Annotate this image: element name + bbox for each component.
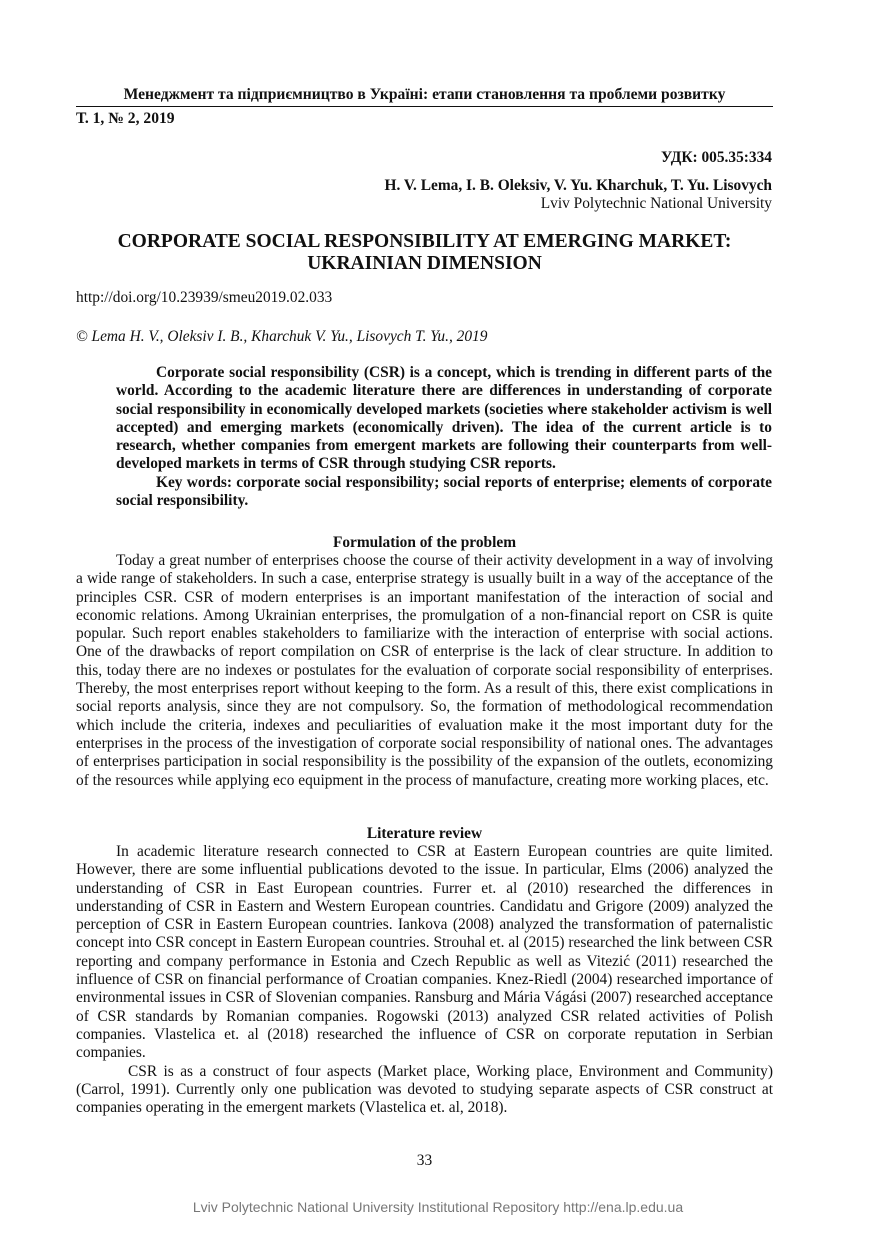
paragraph: Today a great number of enterprises choose the course of their activity development in a way of involving a wide range of stakeholders. In such a case, enterprise strategy is usually built in a way of the acceptance of the principles CSR. CSR of modern enterprises is an important manifestation of the interaction of social and economic relations. Among Ukrainian enterprises, the promulgation of a non-financial report on CSR is quite popular. Such report enables stakeholders to familiarize with the interaction of enterprise with social actions. One of the drawbacks of report compilation on CSR of enterprise is the lack of clear structure. In addition to this, today there are no indexes or postulates for the evaluation of corporate social responsibility of enterprises. Thereby, the most enterprises report without keeping to the form. As a result of this, there exist complications in social reports analysis, since they are not compulsory. So, the formation of methodological recommendation which include the criteria, indexes and peculiarities of evaluation make it the most important duty for the enterprises in the process of the investigation of corporate social responsibility of national ones. The advantages of enterprises participation in social responsibility is the possibility of the expansion of the outlets, economizing of the resources while applying eco equipment in the process of manufacture, creating more working places, etc. [76, 552, 773, 789]
doi-link[interactable]: http://doi.org/10.23939/smeu2019.02.033 [76, 289, 333, 306]
paragraph: CSR is as a construct of four aspects (Market place, Working place, Environment and Community) (Carrol, 1991). Currently only one publication was devoted to studying separate aspects of CSR construct at companies operating in the emergent markets (Vlastelica et. al, 2018). [76, 1062, 773, 1117]
page-number: 33 [416, 1152, 433, 1169]
section-heading: Formulation of the problem [332, 534, 517, 551]
paragraph: In academic literature research connected to CSR at Eastern European countries are quite limited. However, there are some influential publications devoted to the issue. In particular, Elms (2006) analyzed the understanding of CSR in East European countries. Furrer et. al (2010) researched the differences in understanding of CSR in Eastern and Western European countries. Candidatu and Grigore (2009) analyzed the perception of CSR in Eastern European countries. Iankova (2008) analyzed the transformation of paternalistic concept into CSR concept in Eastern European countries. Strouhal et. al (2015) researched the link between CSR reporting and company performance in Estonia and Czech Republic as well as Vitezić (2011) researched the influence of CSR on financial performance of Croatian companies. Knez-Riedl (2004) researched importance of environmental issues in CSR of Slovenian companies. Ransburg and Mária Vágási (2007) researched acceptance of CSR standards by Romanian companies. Rogowski (2013) analyzed CSR related activities of Polish companies. Vlastelica et. al (2018) researched the influence of CSR on corporate reputation in Serbian companies. [76, 843, 773, 1062]
journal-title: Менеджмент та підприємництво в Україні: етапи становлення та проблеми розвитку [123, 86, 726, 103]
abstract-text: Corporate social responsibility (CSR) is a concept, which is trending in different parts of the world. According to the academic literature there are differences in understanding of corporate social responsibility in economically developed markets (societies where stakeholder activism is well accepted) and emerging markets (economically driven). The idea of the current article is to research, whether companies from emergent markets are following their counterparts from well-developed markets in terms of CSR through studying CSR reports. [116, 364, 772, 473]
section-body [76, 843, 773, 1117]
section-body [76, 552, 773, 790]
article-title [76, 231, 773, 275]
authors: H. V. Lema, I. B. Oleksiv, V. Yu. Kharchuk, T. Yu. Lisovych [384, 177, 772, 194]
header-rule [76, 106, 773, 107]
section-heading: Literature review [366, 825, 483, 842]
udk-code: УДК: 005.35:334 [661, 149, 772, 166]
abstract [116, 364, 772, 510]
affiliation: Lviv Polytechnic National University [540, 195, 772, 212]
repository-footer: Lviv Polytechnic National University Institutional Repository http://ena.lp.edu.ua [192, 1199, 684, 1215]
keywords: Key words: corporate social responsibility; social reports of enterprise; elements of corporate social responsibility. [116, 473, 772, 510]
volume-info: Т. 1, № 2, 2019 [76, 110, 175, 127]
title-line-2: UKRAINIAN DIMENSION [307, 253, 542, 274]
title-line-1: CORPORATE SOCIAL RESPONSIBILITY AT EMERGING MARKET: [117, 231, 732, 252]
copyright: © Lema H. V., Oleksiv I. B., Kharchuk V. Yu., Lisovych T. Yu., 2019 [76, 328, 488, 345]
